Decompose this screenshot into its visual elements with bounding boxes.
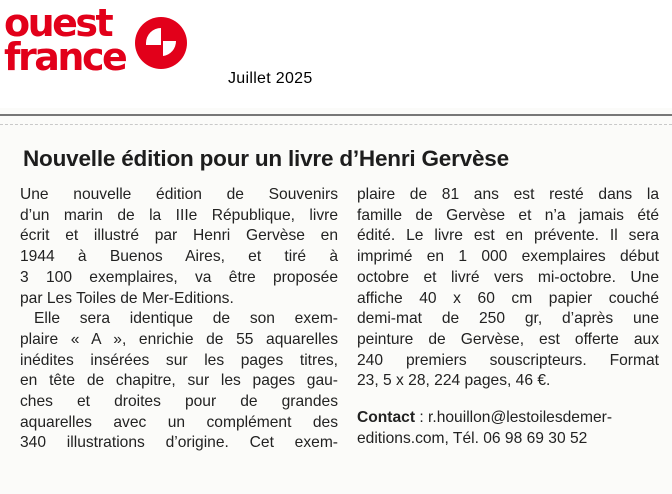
ouest-france-logo [0,1,200,84]
contact-label: Contact [357,409,416,427]
body-line: peinture de Gervèse, est offerte aux [357,330,659,348]
logo-word-ouest: ouest [4,1,112,45]
body-line: 240 premiers souscripteurs. Format [357,351,659,369]
body-line: inédites insérées sur les pages titres, [20,351,338,369]
body-line: 340 illustrations d’origine. Cet exem- [20,434,338,452]
body-line: en tête de chapitre, sur les pages gau- [20,372,338,390]
clipping-faint-rule [0,124,672,125]
body-line: demi-mat de 250 gr, d’après une [357,310,659,328]
body-line: octobre et livré vers mi-octobre. Une [357,268,659,286]
contact-phone: editions.com, Tél. 06 98 69 30 52 [357,429,588,447]
publication-date: Juillet 2025 [228,70,313,87]
body-line: ches et droites pour de grandes [20,393,338,411]
body-line: écrit et illustré par Henri Gervèse en [20,227,338,245]
body-line: édité. Le livre est en prévente. Il sera [357,227,659,245]
body-line: imprimé en 1 000 exemplaires début [357,248,659,266]
body-line: plaire de 81 ans est resté dans la [357,186,659,203]
clipping-top-rule [0,114,672,116]
body-line: d’un marin de la IIIe République, livre [20,206,338,224]
logo-word-france: france [4,35,126,79]
body-line: 23, 5 x 28, 224 pages, 46 €. [357,372,551,390]
body-line: famille de Gervèse et n’a jamais été [357,206,659,224]
body-line: 3 100 exemplaires, va être proposée [20,268,338,286]
article-headline: Nouvelle édition pour un livre d’Henri Gervèse [23,146,509,171]
contact-email: : r.houillon@lestoilesdemer- [415,409,613,427]
contact-line [357,408,659,429]
ouest-france-emblem-icon [134,16,188,70]
body-line: 1944 à Buenos Aires, et tiré à [20,248,338,266]
body-line: Elle sera identique de son exem- [34,310,338,328]
body-line: aquarelles avec un complément des [20,413,338,431]
body-line: plaire « A », enrichie de 55 aquarelles [20,330,338,348]
body-line: par Les Toiles de Mer-Editions. [20,289,234,307]
body-line: Une nouvelle édition de Souvenirs [20,186,338,203]
article-column-right [357,185,659,449]
article-column-left [20,185,338,454]
body-line: affiche 40 x 60 cm papier couché [357,289,659,307]
